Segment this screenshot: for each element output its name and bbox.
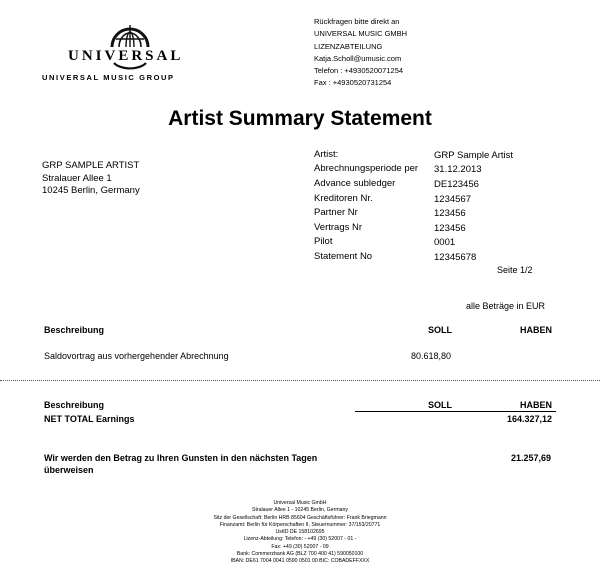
footer-line: Universal Music GmbH bbox=[273, 500, 327, 506]
column-header-haben: HABEN bbox=[520, 400, 553, 410]
info-value: 31.12.2013 bbox=[434, 164, 482, 175]
footer-line: IBAN: DE61 7004 0041 0590 0501 00 BIC: COBADEFFXXX bbox=[230, 558, 370, 565]
section-divider bbox=[0, 380, 600, 381]
company-footer bbox=[0, 500, 600, 566]
transfer-note-line1: Wir werden den Betrag zu Ihren Gunsten in den nächsten Tagen bbox=[44, 453, 318, 463]
contact-line: UNIVERSAL MUSIC GMBH bbox=[314, 29, 408, 39]
column-header-haben: HABEN bbox=[520, 325, 553, 335]
info-value: 123456 bbox=[434, 223, 466, 234]
column-header-description: Beschreibung bbox=[44, 325, 105, 335]
address-line: GRP SAMPLE ARTIST bbox=[42, 160, 140, 171]
page-number: Seite 1/2 bbox=[497, 265, 533, 275]
footer-line: Stralauer Allee 1 - 10245 Berlin, Germany bbox=[251, 507, 349, 514]
table-row-description: Saldovortrag aus vorhergehender Abrechnung bbox=[44, 351, 229, 361]
info-value: 12345678 bbox=[434, 252, 477, 263]
column-header-description: Beschreibung bbox=[44, 400, 105, 410]
contact-block bbox=[314, 16, 407, 90]
info-label: Advance subledger bbox=[314, 178, 396, 189]
footer-line: Lizenz-Abteilung: Telefon: - +49 (30) 52007 - 01 - bbox=[243, 536, 357, 543]
info-value: GRP Sample Artist bbox=[434, 150, 514, 161]
net-total-amount: 164.327,12 bbox=[507, 414, 553, 424]
net-total-label: NET TOTAL Earnings bbox=[44, 414, 135, 424]
header-underline bbox=[355, 411, 556, 412]
info-label: Vertrags Nr bbox=[314, 222, 363, 233]
column-header-soll: SOLL bbox=[428, 325, 452, 335]
universal-logo bbox=[40, 15, 220, 85]
info-label: Kreditoren Nr. bbox=[314, 193, 373, 204]
currency-note: alle Beträge in EUR bbox=[466, 301, 546, 311]
info-label: Artist: bbox=[314, 149, 339, 160]
address-line: 10245 Berlin, Germany bbox=[42, 185, 140, 196]
info-label: Partner Nr bbox=[314, 207, 358, 218]
footer-line: UstID DE 158102695 bbox=[275, 529, 325, 536]
contact-line: LIZENZABTEILUNG bbox=[314, 41, 383, 51]
contact-email[interactable]: Katja.Scholl@umusic.com bbox=[314, 53, 402, 63]
address-line: Stralauer Allee 1 bbox=[42, 172, 112, 184]
info-value: 123456 bbox=[434, 208, 466, 219]
transfer-amount: 21.257,69 bbox=[511, 453, 552, 463]
table-row-soll: 80.618,80 bbox=[411, 351, 452, 361]
info-label: Abrechnungsperiode per bbox=[314, 163, 419, 174]
page-title: Artist Summary Statement bbox=[168, 107, 432, 130]
info-label: Pilot bbox=[314, 236, 333, 247]
logo-subtitle: UNIVERSAL MUSIC GROUP bbox=[42, 73, 175, 82]
info-label: Statement No bbox=[314, 251, 373, 262]
contact-line: Rückfragen bitte direkt an bbox=[314, 17, 400, 26]
footer-line: Finanzamt: Berlin für Körperschaften II, Steuernummer: 37/153/20771 bbox=[219, 521, 381, 528]
contact-line: Fax : +4930520731254 bbox=[314, 78, 392, 88]
transfer-note-line2: überweisen bbox=[44, 465, 94, 475]
footer-line: Fax: +49 (30) 52007 - 09 bbox=[271, 543, 329, 550]
contact-line: Telefon : +4930520071254 bbox=[314, 66, 404, 76]
info-value: 0001 bbox=[434, 237, 456, 248]
info-value: DE123456 bbox=[434, 179, 479, 190]
footer-line: Sitz der Gesellschaft: Berlin HRB 85604 Geschäftsführer: Frank Briegmann bbox=[213, 514, 387, 521]
logo-wordmark: UNIVERSAL bbox=[68, 48, 184, 64]
column-header-soll: SOLL bbox=[428, 400, 452, 410]
info-value: 1234567 bbox=[434, 194, 471, 205]
recipient-address bbox=[42, 160, 140, 198]
footer-line: Bank: Commerzbank AG (BLZ 700 400 41) 590050100 bbox=[236, 551, 364, 558]
